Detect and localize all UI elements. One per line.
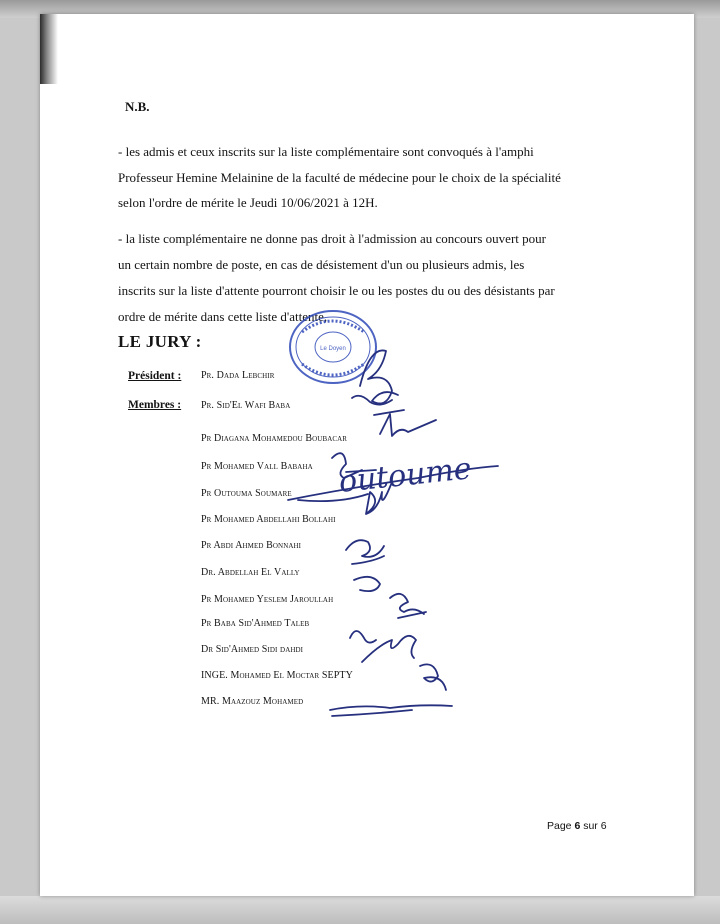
stamp-text: Le Doyen — [320, 346, 346, 352]
signature-member-11 — [420, 664, 446, 690]
nb-heading: N.B. — [125, 99, 150, 114]
signature-member-8 — [390, 594, 426, 618]
president-name: Pr. Dada Lebchir — [201, 370, 275, 381]
paragraph2-line: inscrits sur la liste d'attente pourront choisir le ou les postes du ou des désistants par — [118, 283, 555, 298]
president-label: Président : — [128, 370, 182, 382]
member-name: Pr Outouma Soumare — [201, 488, 292, 499]
member-name: INGE. Mohamed El Moctar SEPTY — [201, 670, 353, 681]
signature-member-2 — [380, 414, 436, 436]
page-prefix: Page — [547, 820, 572, 832]
paragraph2-line: un certain nombre de poste, en cas de désistement d'un ou plusieurs admis, les — [118, 257, 525, 272]
page-total: 6 — [600, 820, 607, 832]
paragraph2-line: ordre de mérite dans cette liste d'attente, — [118, 309, 328, 324]
member-name: Pr Mohamed Yeslem Jaroullah — [201, 594, 334, 605]
paragraph1-line: Professeur Hemine Melainine de la faculté de médecine pour le choix de la spécialité — [118, 170, 561, 185]
member-name: Pr Diagana Mohamedou Boubacar — [201, 433, 348, 444]
paragraph2-line: - la liste complémentaire ne donne pas droit à l'admission au concours ouvert pour — [118, 231, 546, 246]
member-name: Pr Mohamed Vall Babaha — [201, 461, 313, 472]
signature-member-7 — [354, 577, 380, 591]
signature-member-6 — [346, 540, 384, 564]
paragraph1-line: - les admis et ceux inscrits sur la liste complémentaire sont convoqués à l'amphi — [118, 144, 534, 159]
member-name: Pr Abdi Ahmed Bonnahi — [201, 540, 302, 551]
page-separator: sur — [583, 820, 598, 832]
document-page — [40, 14, 694, 896]
members-label: Membres : — [128, 399, 182, 411]
member-name: Pr Mohamed Abdellahi Bollahi — [201, 514, 336, 525]
official-stamp — [290, 311, 376, 383]
signature-text: outoume — [337, 451, 474, 500]
member-name: Pr Baba Sid'Ahmed Taleb — [201, 618, 310, 629]
signature-member-9 — [350, 631, 376, 643]
signature-member-10 — [362, 636, 416, 662]
member-name: Pr. Sid'El Wafi Baba — [201, 400, 291, 411]
member-name: Dr. Abdellah El Vally — [201, 567, 300, 578]
paragraph1-line: selon l'ordre de mérite le Jeudi 10/06/2021 à 12H. — [118, 195, 378, 210]
signatures-and-stamp — [40, 14, 694, 896]
signature-member-12 — [330, 705, 452, 716]
jury-heading: LE JURY : — [118, 332, 202, 351]
member-name: Dr Sid'Ahmed Sidi dahdi — [201, 644, 304, 655]
page-current: 6 — [574, 820, 581, 832]
photo-background-bottom — [0, 896, 720, 924]
member-name: MR. Maazouz Mohamed — [201, 696, 304, 707]
